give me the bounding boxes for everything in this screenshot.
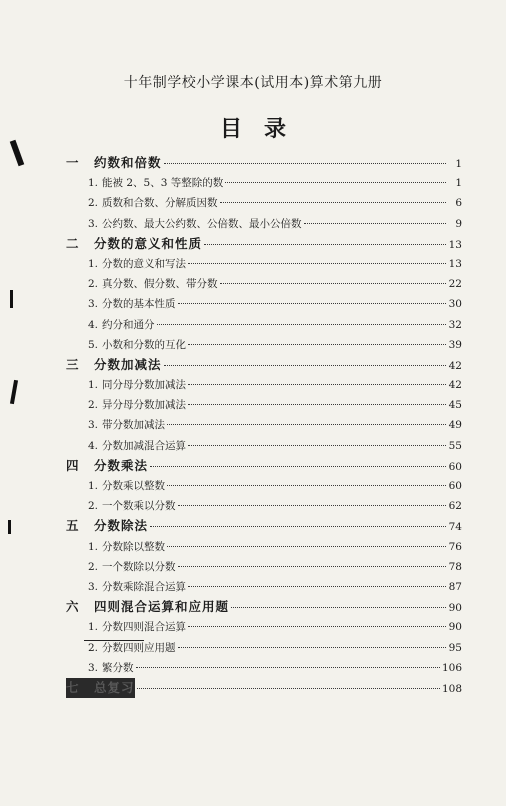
scan-mark — [10, 290, 13, 308]
toc-page-number: 76 — [448, 540, 462, 553]
scan-mark — [8, 520, 11, 534]
page-title: 目 录 — [219, 116, 286, 142]
toc-number: 4. — [88, 439, 99, 452]
toc-number: 2. — [88, 197, 99, 210]
toc-label: 分数的基本性质 — [102, 298, 176, 311]
toc-section — [66, 436, 462, 456]
toc-chapter — [66, 234, 462, 254]
toc-label: 分数加减混合运算 — [102, 439, 186, 452]
toc-label: 分数的意义和写法 — [102, 257, 186, 270]
toc-number: 1. — [88, 379, 99, 392]
toc-page-number: 90 — [448, 602, 462, 615]
toc-number: 5. — [88, 338, 99, 351]
toc-chapter — [66, 597, 462, 617]
dot-leader — [188, 445, 446, 446]
toc-number: 1. — [88, 540, 99, 553]
toc-number: 四 — [66, 457, 79, 473]
toc-number: 一 — [66, 155, 79, 170]
toc-number: 2. — [88, 560, 99, 573]
toc-number: 六 — [66, 599, 79, 615]
toc-number: 3. — [88, 580, 99, 593]
toc-section — [66, 375, 462, 395]
toc-page-number: 45 — [448, 399, 462, 412]
dot-leader — [188, 404, 446, 405]
toc-number: 三 — [66, 356, 79, 372]
toc-page-number: 60 — [448, 480, 462, 492]
toc-label: 能被 2、5、3 等整除的数 — [102, 177, 224, 190]
scan-mark — [10, 380, 18, 404]
toc-label: 分数除法 — [94, 518, 149, 534]
toc-number: 1. — [88, 480, 99, 492]
toc-number: 七 — [66, 678, 94, 698]
dot-leader — [304, 223, 447, 224]
toc-section — [66, 294, 462, 314]
toc-number: 1. — [88, 257, 99, 270]
toc-section — [66, 214, 462, 234]
toc-chapter — [66, 355, 462, 375]
dot-leader — [136, 667, 440, 668]
toc-section — [66, 395, 462, 415]
toc-label: 分数乘除混合运算 — [102, 580, 186, 593]
toc-label: 分数四则应用题 — [102, 641, 176, 654]
toc-page-number: 90 — [448, 621, 462, 634]
toc-page-number: 62 — [448, 500, 462, 513]
toc-page-number: 74 — [448, 521, 462, 534]
toc-number: 2. — [88, 500, 99, 513]
toc-page-number: 55 — [448, 439, 462, 452]
toc-section — [66, 658, 462, 678]
toc-section — [66, 335, 462, 355]
toc-section — [66, 557, 462, 577]
toc-number: 2. — [88, 399, 99, 412]
toc-label: 真分数、假分数、带分数 — [102, 278, 218, 291]
toc-section — [66, 537, 462, 557]
dot-leader — [204, 244, 446, 245]
toc-page-number: 87 — [448, 580, 462, 593]
toc-section — [66, 476, 462, 496]
toc-number: 二 — [66, 235, 79, 251]
pencil-underline — [84, 640, 144, 641]
scan-mark — [10, 140, 25, 166]
toc-label: 小数和分数的互化 — [102, 338, 186, 351]
toc-label: 带分数加减法 — [102, 419, 165, 432]
toc-number: 3. — [88, 298, 99, 311]
toc-page-number: 32 — [448, 318, 462, 331]
toc-page-number: 30 — [448, 298, 462, 311]
toc-chapter — [66, 516, 462, 536]
toc-label: 质数和合数、分解质因数 — [102, 197, 218, 210]
toc-chapter — [66, 153, 462, 173]
dot-leader — [225, 182, 446, 183]
toc-page-number: 1 — [455, 177, 462, 190]
dot-leader — [220, 202, 447, 203]
toc-label: 繁分数 — [102, 661, 134, 674]
toc-number: 3. — [88, 419, 99, 432]
toc-number: 2. — [88, 641, 99, 654]
toc-page-number: 42 — [448, 359, 462, 372]
toc-section — [66, 193, 462, 213]
toc-page-number: 13 — [448, 257, 462, 270]
dot-leader — [231, 607, 446, 608]
dot-leader — [188, 384, 446, 385]
table-of-contents — [66, 153, 462, 698]
toc-page-number: 42 — [448, 379, 462, 392]
toc-page-number: 6 — [455, 197, 462, 210]
toc-label: 约分和通分 — [102, 318, 155, 331]
toc-page-number: 1 — [455, 158, 462, 170]
dot-leader — [178, 566, 447, 567]
toc-label: 公约数、最大公约数、公倍数、最小公倍数 — [102, 217, 302, 230]
toc-page-number: 95 — [448, 641, 462, 654]
dot-leader — [178, 647, 447, 648]
dot-leader — [178, 505, 447, 506]
toc-label: 分数乘法 — [94, 457, 149, 473]
dot-leader — [164, 163, 446, 164]
toc-number: 1. — [88, 621, 99, 634]
toc-page-number: 22 — [448, 278, 462, 291]
dot-leader — [167, 424, 446, 425]
dot-leader — [188, 586, 446, 587]
toc-number: 1. — [88, 177, 99, 190]
toc-label: 一个数乘以分数 — [102, 500, 176, 513]
toc-number: 3. — [88, 217, 99, 230]
dot-leader — [167, 546, 446, 547]
toc-page-number: 60 — [448, 460, 462, 473]
toc-label: 分数除以整数 — [102, 540, 165, 553]
toc-section — [66, 315, 462, 335]
toc-section — [66, 173, 462, 193]
toc-section — [66, 274, 462, 294]
toc-page-number: 78 — [448, 560, 462, 573]
toc-number: 4. — [88, 318, 99, 331]
toc-section — [66, 496, 462, 516]
toc-label: 分数加减法 — [94, 356, 162, 372]
toc-number: 3. — [88, 661, 99, 674]
toc-section — [66, 617, 462, 637]
toc-section — [66, 415, 462, 435]
toc-page-number: 13 — [448, 238, 462, 251]
toc-label: 同分母分数加减法 — [102, 379, 186, 392]
toc-page-number: 106 — [441, 661, 462, 674]
dot-leader — [188, 344, 446, 345]
dot-leader — [150, 466, 446, 467]
toc-label: 四则混合运算和应用题 — [94, 599, 230, 615]
dot-leader — [178, 303, 447, 304]
dot-leader — [220, 283, 447, 284]
toc-chapter — [66, 678, 462, 698]
dot-leader — [137, 688, 440, 689]
toc-section — [66, 254, 462, 274]
dot-leader — [188, 626, 446, 627]
toc-label: 总复习 — [94, 678, 135, 698]
toc-label: 分数乘以整数 — [102, 480, 165, 492]
toc-page-number: 9 — [455, 217, 462, 230]
toc-page-number: 49 — [448, 419, 462, 432]
dot-leader — [164, 365, 446, 366]
dot-leader — [150, 526, 446, 527]
toc-section — [66, 577, 462, 597]
book-header: 十年制学校小学课本(试用本)算术第九册 — [123, 75, 383, 91]
toc-label: 约数和倍数 — [94, 155, 162, 170]
toc-chapter — [66, 456, 462, 476]
dot-leader — [157, 324, 447, 325]
toc-label: 一个数除以分数 — [102, 560, 176, 573]
toc-label: 异分母分数加减法 — [102, 399, 186, 412]
toc-page-number: 39 — [448, 338, 462, 351]
toc-label: 分数四则混合运算 — [102, 621, 186, 634]
dot-leader — [167, 485, 446, 486]
toc-page-number: 108 — [441, 682, 462, 695]
toc-label: 分数的意义和性质 — [94, 235, 203, 251]
dot-leader — [188, 263, 446, 264]
toc-number: 2. — [88, 278, 99, 291]
toc-number: 五 — [66, 518, 79, 534]
